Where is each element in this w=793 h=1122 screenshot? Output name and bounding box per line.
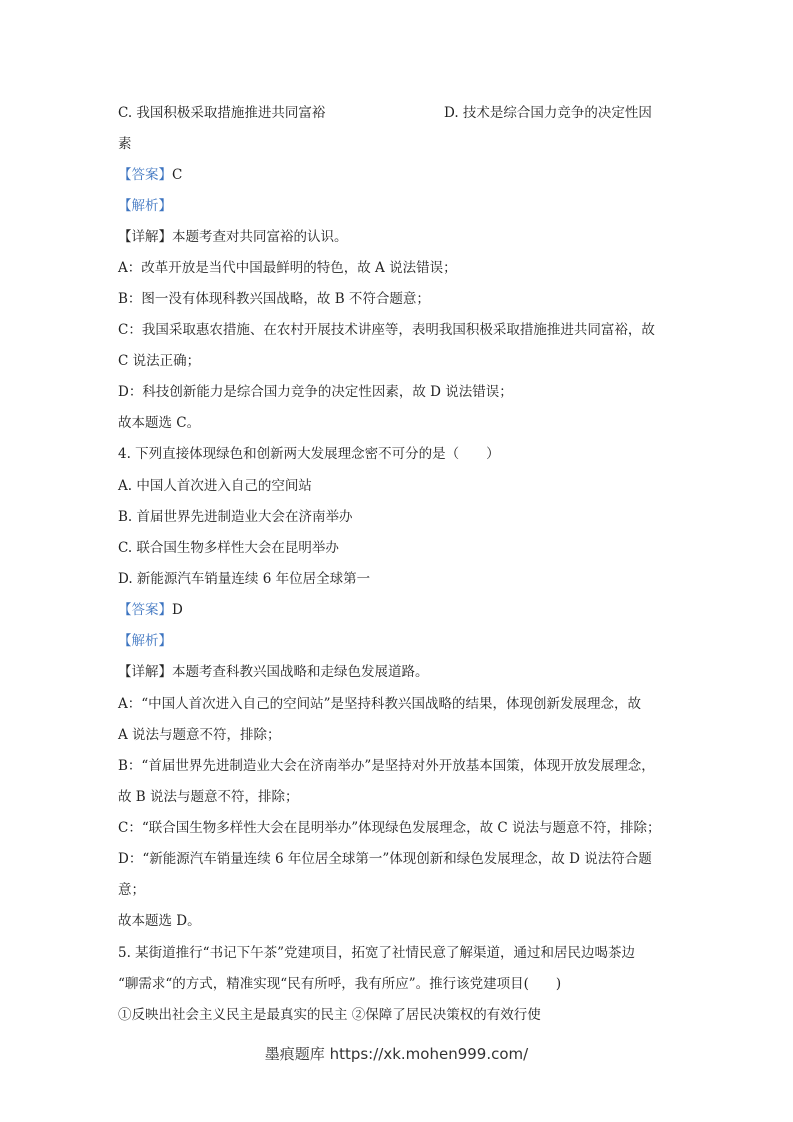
explain-line: C：我国采取惠农措施、在农村开展技术讲座等，表明我国积极采取措施推进共同富裕，故 — [118, 322, 655, 338]
explain-line: B：图一没有体现科教兴国战略，故 B 不符合题意； — [118, 291, 430, 307]
explain-line: A：改革开放是当代中国最鲜明的特色，故 A 说法错误； — [118, 260, 457, 276]
analysis-tag: 【解析】 — [118, 198, 172, 214]
explain-line: A：“中国人首次进入自己的空间站”是坚持科教兴国战略的结果，体现创新发展理念，故 — [118, 696, 642, 712]
detail-line — [118, 662, 429, 682]
footer-watermark: 墨痕题库 https://xk.mohen999.com/ — [264, 1045, 529, 1063]
explain-line: A 说法与题意不符，排除； — [118, 727, 281, 743]
option-d: D. 技术是综合国力竞争的决定性因 — [444, 105, 652, 121]
option-d: D. 新能源汽车销量连续 6 年位居全球第一 — [118, 571, 371, 587]
option-d-continued: 素 — [118, 136, 132, 152]
explain-line: 故 B 说法与题意不符，排除； — [118, 789, 299, 805]
explain-line: D：“新能源汽车销量连续 6 年位居全球第一”体现创新和绿色发展理念，故 D 说法符合题 — [118, 851, 652, 867]
option-b: B. 首届世界先进制造业大会在济南举办 — [118, 509, 353, 525]
answer-value: C — [172, 167, 183, 183]
detail-line — [118, 227, 348, 247]
detail-text: 本题考查对共同富裕的认识。 — [172, 229, 348, 245]
answer-line — [118, 165, 182, 185]
analysis-tag: 【解析】 — [118, 633, 172, 649]
question-stem: 4. 下列直接体现绿色和创新两大发展理念密不可分的是（ ） — [118, 446, 500, 462]
explain-line: 故本题选 C。 — [118, 415, 201, 431]
detail-tag: 【详解】 — [118, 229, 172, 245]
explain-line: 故本题选 D。 — [118, 913, 201, 929]
detail-text: 本题考查科教兴国战略和走绿色发展道路。 — [172, 664, 429, 680]
question-stem: “聊需求“的方式，精准实现“民有所呼，我有所应”。推行该党建项目( ) — [118, 976, 562, 992]
option-a: A. 中国人首次进入自己的空间站 — [118, 478, 312, 494]
answer-value: D — [172, 602, 183, 618]
answer-tag: 【答案】 — [118, 167, 172, 183]
option-c: C. 我国积极采取措施推进共同富裕 — [118, 105, 326, 121]
answer-line — [118, 600, 183, 620]
question-stem: ①反映出社会主义民主是最真实的民主 ②保障了居民决策权的有效行使 — [118, 1007, 541, 1023]
question-stem: 5. 某街道推行“书记下午茶”党建项目，拓宽了社情民意了解渠道，通过和居民边喝茶边 — [118, 945, 635, 961]
option-c: C. 联合国生物多样性大会在昆明举办 — [118, 540, 339, 556]
explain-line: D：科技创新能力是综合国力竞争的决定性因素，故 D 说法错误； — [118, 384, 513, 400]
answer-tag: 【答案】 — [118, 602, 172, 618]
explain-line: C 说法正确； — [118, 353, 201, 369]
explain-line: C：“联合国生物多样性大会在昆明举办”体现绿色发展理念，故 C 说法与题意不符，排除； — [118, 820, 661, 836]
explain-line: 意； — [118, 882, 145, 898]
detail-tag: 【详解】 — [118, 664, 172, 680]
explain-line: B：“首届世界先进制造业大会在济南举办”是坚持对外开放基本国策，体现开放发展理念， — [118, 758, 655, 774]
